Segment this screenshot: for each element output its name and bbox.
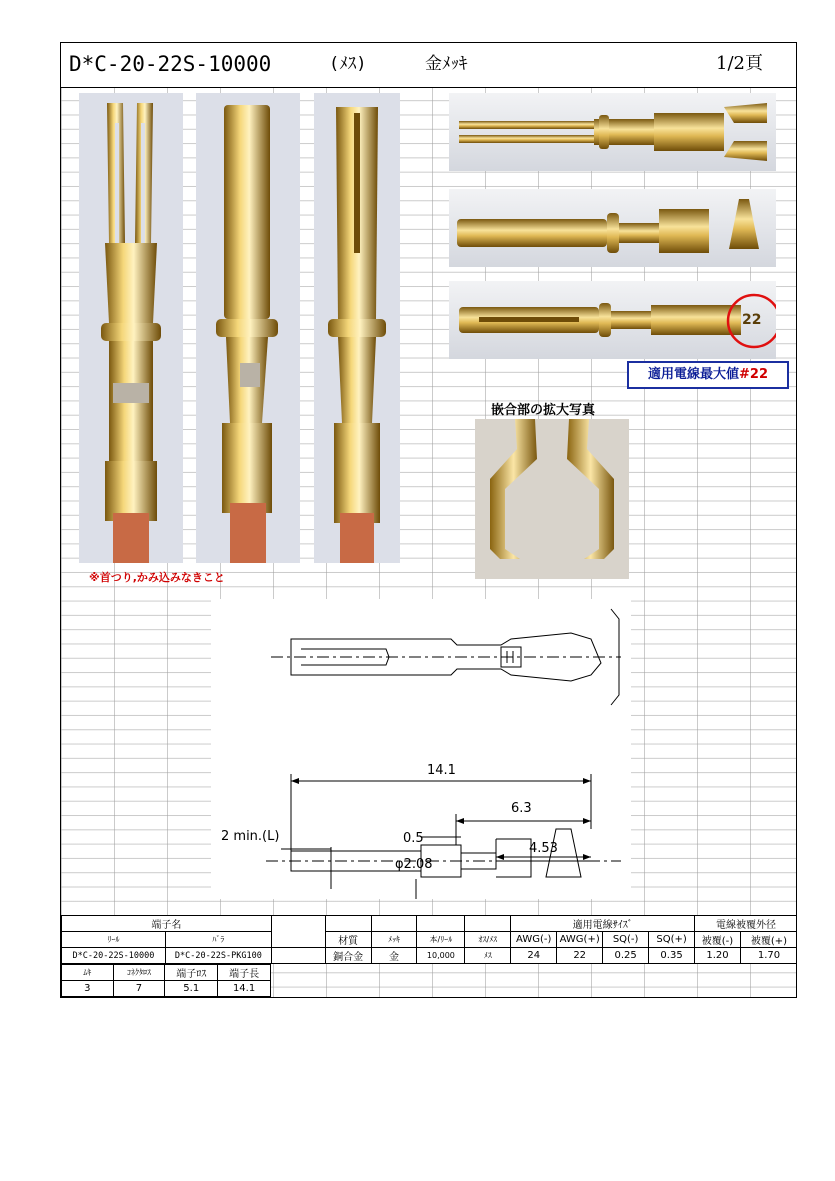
sub-header-terminal-length: 端子長 [218,965,271,981]
value-insulation-max: 1.70 [740,948,797,964]
header-plating: ﾒｯｷ [371,932,417,948]
pin-photo-3 [314,93,400,563]
value-material: 銅合金 [325,948,371,964]
gender-label: (ﾒｽ) [329,54,367,74]
sub-header-connector-loss: ｺﾈｸﾀﾛｽ [113,965,165,981]
sub-value-terminal-length: 14.1 [218,981,271,997]
header-insulation-max: 被覆(+) [740,932,797,948]
dim-crimp: 4.53 [529,841,558,856]
header-reel: ﾘｰﾙ [62,932,166,948]
value-per-reel: 10,000 [417,948,465,964]
value-awg-max: 22 [557,948,603,964]
header-material: 材質 [325,932,371,948]
zoom-photo [475,419,629,579]
value-plating: 金 [371,948,417,964]
pin-photo-2 [196,93,300,563]
pin-photo-top [449,93,776,171]
technical-drawing [211,599,631,899]
header-loose: ﾊﾞﾗ [165,932,271,948]
wire-note-value: #22 [739,367,768,382]
sub-header-strip: ﾑｷ [62,965,114,981]
photo-caption: ※首つり,かみ込みなきこと [89,571,225,584]
header-sq-max: SQ(+) [649,932,695,948]
dim-tip: 0.5 [403,831,424,846]
spec-sheet [60,42,797,998]
header-gender: ｵｽ/ﾒｽ [465,932,511,948]
value-sq-min: 0.25 [603,948,649,964]
group-terminal-name: 端子名 [62,916,272,932]
sub-header-terminal-loss: 端子ﾛｽ [165,965,218,981]
sub-value-terminal-loss: 5.1 [165,981,218,997]
header-awg-min: AWG(-) [511,932,557,948]
pin-photo-1 [79,93,183,563]
part-number: D*C-20-22S-10000 [69,52,272,76]
group-insulation: 電線被覆外径 [695,916,797,932]
value-sq-max: 0.35 [649,948,695,964]
value-awg-min: 24 [511,948,557,964]
header-per-reel: 本/ﾘｰﾙ [417,932,465,948]
value-insulation-min: 1.20 [695,948,741,964]
group-wire-size: 適用電線ｻｲｽﾞ [511,916,695,932]
header-insulation-min: 被覆(-) [695,932,741,948]
dim-rear: 6.3 [511,801,532,816]
wire-note-text: 適用電線最大値 [648,367,740,382]
zoom-title: 嵌合部の拡大写真 [491,403,596,418]
gauge-marking: 22 [742,312,762,328]
dim-min: 2 min.(L) [221,829,280,844]
page-number: 1/2頁 [716,53,763,74]
plating-label: 金ﾒｯｷ [425,54,468,74]
wire-note-box [627,361,789,389]
sub-value-connector-loss: 7 [113,981,165,997]
value-reel: D*C-20-22S-10000 [62,948,166,964]
pin-photo-bottom [449,281,776,359]
sub-table [61,964,271,997]
value-gender: ﾒｽ [465,948,511,964]
header-awg-max: AWG(+) [557,932,603,948]
sub-value-strip: 3 [62,981,114,997]
header-sq-min: SQ(-) [603,932,649,948]
pin-photo-middle [449,189,776,267]
value-loose: D*C-20-22S-PKG100 [165,948,271,964]
dim-diameter: φ2.08 [395,857,433,872]
dim-total: 14.1 [427,763,456,778]
spec-table [61,915,797,964]
